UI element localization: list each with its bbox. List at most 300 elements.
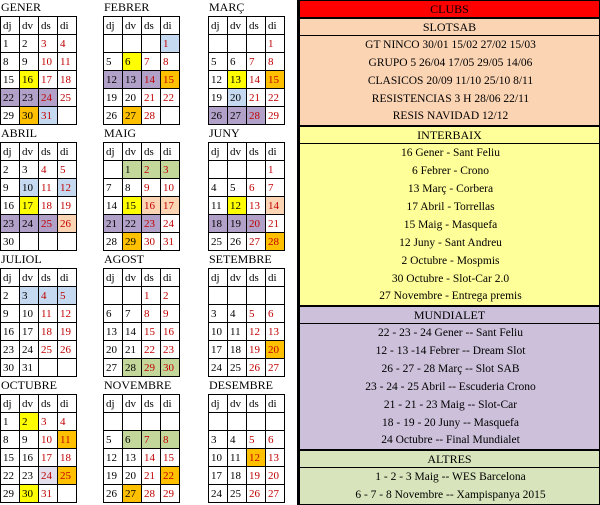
day-cell: 1 [266, 161, 285, 179]
month-6 [208, 126, 306, 252]
day-cell: 28 [142, 107, 161, 125]
mundialet-line: 23 - 24 - 25 Abril -- Escuderia Crono [365, 381, 536, 393]
day-cell: 13 [247, 197, 266, 215]
day-cell [58, 233, 77, 251]
day-cell: 5 [209, 53, 228, 71]
day-cell [228, 287, 247, 305]
day-cell: 10 [161, 179, 180, 197]
month-name: DESEMBRE [209, 378, 274, 392]
day-cell: 11 [39, 179, 58, 197]
month-name: JUNY [209, 126, 240, 140]
day-cell: 1 [1, 413, 20, 431]
day-cell: 29 [1, 485, 20, 503]
day-cell: 28 [104, 233, 123, 251]
day-cell: 25 [209, 233, 228, 251]
slotsab-line: RESIS NAVIDAD 12/12 [392, 110, 509, 122]
mundialet-header: MUNDIALET [299, 306, 600, 324]
weekday-header: dj [209, 143, 228, 161]
day-cell: 24 [161, 215, 180, 233]
day-cell: 1 [1, 35, 20, 53]
mundialet-line: 18 - 19 - 20 Juny -- Masquefa [381, 417, 519, 429]
day-cell: 23 [20, 467, 39, 485]
weekday-header: dj [209, 395, 228, 413]
day-cell: 9 [161, 305, 180, 323]
slotsab-line: CLASICOS 20/09 11/10 25/10 8/11 [367, 75, 534, 87]
day-cell: 22 [266, 89, 285, 107]
day-cell: 27 [266, 359, 285, 377]
day-cell: 22 [142, 341, 161, 359]
day-cell: 15 [266, 71, 285, 89]
day-cell: 7 [123, 305, 142, 323]
day-cell: 26 [58, 215, 77, 233]
day-cell: 16 [142, 197, 161, 215]
slotsab-header: SLOTSAB [299, 18, 600, 36]
day-cell: 13 [228, 71, 247, 89]
day-cell: 21 [123, 341, 142, 359]
day-cell: 26 [209, 107, 228, 125]
day-cell: 3 [20, 161, 39, 179]
day-cell: 22 [1, 89, 20, 107]
interbaix-line: 30 Octubre - Slot-Car 2.0 [391, 273, 510, 285]
day-cell: 5 [58, 161, 77, 179]
day-cell: 19 [104, 89, 123, 107]
day-cell: 19 [104, 467, 123, 485]
day-cell: 7 [142, 431, 161, 449]
weekday-header: dj [1, 269, 20, 287]
day-cell: 26 [247, 359, 266, 377]
day-cell: 20 [247, 215, 266, 233]
month-name: ABRIL [1, 126, 37, 140]
day-cell: 25 [39, 215, 58, 233]
day-cell: 8 [161, 53, 180, 71]
day-cell: 13 [266, 449, 285, 467]
mundialet-line: 21 - 21 - 23 Maig -- Slot-Car [383, 399, 518, 411]
day-cell: 30 [161, 359, 180, 377]
month-grid [208, 142, 285, 251]
month-11 [103, 378, 201, 504]
month-grid [0, 268, 77, 377]
day-cell [39, 359, 58, 377]
day-cell: 27 [247, 233, 266, 251]
day-cell: 24 [209, 485, 228, 503]
day-cell: 13 [266, 323, 285, 341]
day-cell: 11 [228, 449, 247, 467]
day-cell: 12 [104, 71, 123, 89]
weekday-header: di [161, 143, 180, 161]
weekday-header: dv [20, 395, 39, 413]
day-cell: 14 [142, 449, 161, 467]
day-cell: 18 [39, 197, 58, 215]
slotsab-line: GT NINCO 30/01 15/02 27/02 15/03 [365, 39, 536, 51]
day-cell: 11 [209, 197, 228, 215]
day-cell: 17 [39, 71, 58, 89]
day-cell: 18 [209, 215, 228, 233]
day-cell: 20 [123, 467, 142, 485]
day-cell: 2 [20, 413, 39, 431]
day-cell: 5 [247, 431, 266, 449]
day-cell: 29 [142, 359, 161, 377]
day-cell [228, 413, 247, 431]
month-3 [208, 0, 306, 126]
month-grid [208, 268, 285, 377]
day-cell: 6 [228, 53, 247, 71]
day-cell [58, 107, 77, 125]
month-2 [103, 0, 201, 126]
day-cell: 26 [104, 107, 123, 125]
mundialet-section [299, 324, 600, 450]
day-cell: 10 [209, 449, 228, 467]
day-cell [142, 35, 161, 53]
weekday-header: dj [1, 395, 20, 413]
month-10 [0, 378, 98, 504]
day-cell: 24 [20, 341, 39, 359]
day-cell: 9 [1, 305, 20, 323]
weekday-header: dv [123, 395, 142, 413]
day-cell: 30 [20, 107, 39, 125]
day-cell: 3 [161, 161, 180, 179]
weekday-header: di [266, 269, 285, 287]
day-cell: 3 [209, 305, 228, 323]
day-cell: 20 [266, 341, 285, 359]
day-cell [247, 287, 266, 305]
day-cell: 8 [1, 53, 20, 71]
weekday-header: di [266, 17, 285, 35]
day-cell: 9 [142, 179, 161, 197]
day-cell: 18 [58, 71, 77, 89]
interbaix-line: 13 Març - Corbera [407, 183, 494, 195]
day-cell: 5 [104, 53, 123, 71]
month-grid [208, 394, 285, 503]
day-cell: 4 [39, 287, 58, 305]
day-cell: 22 [161, 89, 180, 107]
day-cell: 15 [1, 71, 20, 89]
weekday-header: ds [39, 269, 58, 287]
day-cell: 3 [209, 431, 228, 449]
weekday-header: dj [1, 17, 20, 35]
day-cell: 18 [58, 449, 77, 467]
day-cell: 14 [247, 71, 266, 89]
day-cell [104, 413, 123, 431]
slotsab-line: RESISTENCIAS 3 H 28/06 22/11 [371, 93, 530, 105]
interbaix-line: 17 Abril - Torrellas [406, 201, 495, 213]
weekday-header: ds [247, 269, 266, 287]
day-cell: 11 [58, 53, 77, 71]
day-cell: 8 [161, 431, 180, 449]
day-cell: 20 [228, 89, 247, 107]
day-cell [228, 35, 247, 53]
day-cell: 14 [142, 71, 161, 89]
weekday-header: dj [209, 17, 228, 35]
month-name: FEBRER [104, 0, 150, 14]
day-cell: 3 [20, 287, 39, 305]
weekday-header: ds [39, 143, 58, 161]
events-panel [297, 0, 600, 505]
day-cell: 19 [209, 89, 228, 107]
day-cell: 12 [247, 323, 266, 341]
day-cell: 15 [1, 449, 20, 467]
day-cell: 23 [1, 341, 20, 359]
weekday-header: di [58, 395, 77, 413]
day-cell: 13 [123, 71, 142, 89]
month-name: AGOST [104, 252, 145, 266]
weekday-header: dj [104, 269, 123, 287]
day-cell: 16 [1, 323, 20, 341]
day-cell [247, 161, 266, 179]
altres-line: 1 - 2 - 3 Maig -- WES Barcelona [375, 471, 526, 483]
day-cell: 30 [20, 485, 39, 503]
weekday-header: di [161, 17, 180, 35]
day-cell: 20 [104, 341, 123, 359]
day-cell: 25 [228, 359, 247, 377]
day-cell: 15 [161, 71, 180, 89]
day-cell [104, 35, 123, 53]
day-cell: 1 [142, 287, 161, 305]
slotsab-section [299, 36, 600, 126]
day-cell: 27 [104, 359, 123, 377]
day-cell: 21 [142, 467, 161, 485]
day-cell: 27 [228, 107, 247, 125]
day-cell: 1 [266, 35, 285, 53]
day-cell: 14 [123, 323, 142, 341]
day-cell: 7 [142, 53, 161, 71]
mundialet-line: 22 - 23 - 24 Gener -- Sant Feliu [378, 327, 523, 339]
day-cell: 21 [247, 89, 266, 107]
day-cell: 20 [266, 467, 285, 485]
day-cell: 2 [1, 161, 20, 179]
day-cell: 5 [58, 287, 77, 305]
day-cell: 17 [209, 467, 228, 485]
weekday-header: di [161, 269, 180, 287]
day-cell [161, 107, 180, 125]
day-cell [58, 359, 77, 377]
day-cell: 7 [247, 53, 266, 71]
weekday-header: dj [209, 269, 228, 287]
day-cell: 19 [228, 215, 247, 233]
weekday-header: dv [20, 143, 39, 161]
weekday-header: ds [247, 143, 266, 161]
altres-header: ALTRES [299, 450, 600, 468]
day-cell: 4 [209, 179, 228, 197]
day-cell: 22 [123, 215, 142, 233]
day-cell: 11 [228, 323, 247, 341]
mundialet-line: 26 - 27 - 28 Març -- Slot SAB [381, 363, 520, 375]
day-cell: 18 [39, 323, 58, 341]
month-12 [208, 378, 306, 504]
month-5 [103, 126, 201, 252]
day-cell: 17 [20, 323, 39, 341]
day-cell: 9 [1, 179, 20, 197]
month-grid [0, 16, 77, 125]
day-cell: 22 [161, 467, 180, 485]
weekday-header: ds [39, 395, 58, 413]
weekday-header: dv [228, 17, 247, 35]
day-cell [209, 161, 228, 179]
day-cell: 17 [20, 197, 39, 215]
weekday-header: dv [123, 143, 142, 161]
weekday-header: dj [104, 143, 123, 161]
weekday-header: di [161, 395, 180, 413]
month-name: SETEMBRE [209, 252, 272, 266]
weekday-header: di [58, 17, 77, 35]
day-cell: 10 [20, 179, 39, 197]
day-cell: 7 [266, 179, 285, 197]
day-cell [39, 233, 58, 251]
day-cell: 23 [142, 215, 161, 233]
day-cell: 9 [20, 53, 39, 71]
day-cell: 4 [228, 305, 247, 323]
weekday-header: ds [247, 17, 266, 35]
month-grid [103, 142, 180, 251]
day-cell: 25 [58, 89, 77, 107]
day-cell: 12 [228, 197, 247, 215]
month-grid [103, 16, 180, 125]
interbaix-line: 12 Juny - Sant Andreu [399, 237, 502, 249]
weekday-header: dv [228, 269, 247, 287]
day-cell: 28 [266, 233, 285, 251]
day-cell: 4 [58, 35, 77, 53]
day-cell: 22 [1, 467, 20, 485]
day-cell: 2 [20, 35, 39, 53]
day-cell: 6 [247, 179, 266, 197]
weekday-header: dj [104, 17, 123, 35]
day-cell: 12 [58, 179, 77, 197]
month-grid [103, 268, 180, 377]
month-name: JULIOL [1, 252, 42, 266]
day-cell: 10 [209, 323, 228, 341]
weekday-header: ds [39, 17, 58, 35]
day-cell: 11 [39, 305, 58, 323]
month-7 [0, 252, 98, 378]
interbaix-line: 15 Maig - Masquefa [403, 219, 498, 231]
day-cell: 9 [20, 431, 39, 449]
month-name: GENER [1, 0, 41, 14]
day-cell: 7 [104, 179, 123, 197]
day-cell: 12 [58, 305, 77, 323]
weekday-header: dj [104, 395, 123, 413]
day-cell: 5 [104, 431, 123, 449]
day-cell: 28 [123, 359, 142, 377]
day-cell [209, 287, 228, 305]
month-grid [0, 142, 77, 251]
day-cell [58, 485, 77, 503]
day-cell: 17 [209, 341, 228, 359]
day-cell: 16 [1, 197, 20, 215]
day-cell [266, 287, 285, 305]
day-cell: 21 [104, 215, 123, 233]
day-cell [247, 35, 266, 53]
interbaix-line: 27 Novembre - Entrega premis [379, 290, 522, 302]
day-cell: 29 [266, 107, 285, 125]
weekday-header: ds [142, 143, 161, 161]
mundialet-line: 24 Octubre -- Final Mundialet [381, 434, 520, 446]
day-cell: 28 [142, 485, 161, 503]
weekday-header: dv [123, 269, 142, 287]
clubs-header: CLUBS [299, 0, 600, 18]
weekday-header: ds [247, 395, 266, 413]
weekday-header: di [58, 269, 77, 287]
day-cell: 25 [39, 341, 58, 359]
day-cell [142, 413, 161, 431]
day-cell: 1 [161, 35, 180, 53]
day-cell: 26 [58, 341, 77, 359]
day-cell: 20 [123, 89, 142, 107]
day-cell: 23 [161, 341, 180, 359]
day-cell: 4 [58, 413, 77, 431]
day-cell: 21 [142, 89, 161, 107]
day-cell: 10 [20, 305, 39, 323]
day-cell: 31 [161, 233, 180, 251]
day-cell: 27 [123, 485, 142, 503]
day-cell: 2 [161, 287, 180, 305]
day-cell: 24 [209, 359, 228, 377]
weekday-header: dv [123, 17, 142, 35]
day-cell: 3 [39, 35, 58, 53]
day-cell: 27 [123, 107, 142, 125]
day-cell: 26 [228, 233, 247, 251]
month-9 [208, 252, 306, 378]
day-cell: 31 [39, 107, 58, 125]
day-cell: 5 [228, 179, 247, 197]
day-cell: 12 [209, 71, 228, 89]
altres-line: 6 - 7 - 8 Novembre -- Xampispanya 2015 [355, 489, 546, 501]
day-cell: 2 [142, 161, 161, 179]
day-cell: 8 [142, 305, 161, 323]
weekday-header: dv [228, 143, 247, 161]
day-cell: 6 [123, 53, 142, 71]
interbaix-line: 2 Octubre - Mospmis [401, 255, 500, 267]
day-cell: 6 [266, 305, 285, 323]
day-cell: 11 [58, 431, 77, 449]
day-cell: 15 [123, 197, 142, 215]
day-cell [266, 413, 285, 431]
day-cell: 30 [142, 233, 161, 251]
day-cell: 14 [266, 197, 285, 215]
day-cell: 17 [161, 197, 180, 215]
day-cell: 10 [39, 431, 58, 449]
day-cell: 27 [266, 485, 285, 503]
day-cell: 19 [247, 467, 266, 485]
day-cell: 19 [58, 197, 77, 215]
day-cell: 4 [39, 161, 58, 179]
day-cell: 24 [39, 89, 58, 107]
month-name: OCTUBRE [1, 378, 58, 392]
day-cell [104, 287, 123, 305]
mundialet-line: 12 - 13 -14 Febrer -- Dream Slot [375, 345, 526, 357]
day-cell: 4 [228, 431, 247, 449]
day-cell: 19 [58, 323, 77, 341]
day-cell: 16 [161, 323, 180, 341]
day-cell: 24 [20, 215, 39, 233]
day-cell: 8 [1, 431, 20, 449]
day-cell [209, 35, 228, 53]
day-cell [123, 35, 142, 53]
day-cell [123, 287, 142, 305]
interbaix-line: 16 Gener - Sant Feliu [400, 147, 500, 159]
day-cell: 6 [123, 431, 142, 449]
day-cell: 6 [104, 305, 123, 323]
day-cell: 23 [1, 215, 20, 233]
weekday-header: dv [20, 17, 39, 35]
weekday-header: dv [20, 269, 39, 287]
day-cell: 18 [228, 467, 247, 485]
month-grid [208, 16, 285, 125]
day-cell [123, 413, 142, 431]
day-cell: 30 [1, 359, 20, 377]
weekday-header: ds [142, 269, 161, 287]
day-cell: 18 [228, 341, 247, 359]
month-8 [103, 252, 201, 378]
day-cell: 29 [161, 485, 180, 503]
